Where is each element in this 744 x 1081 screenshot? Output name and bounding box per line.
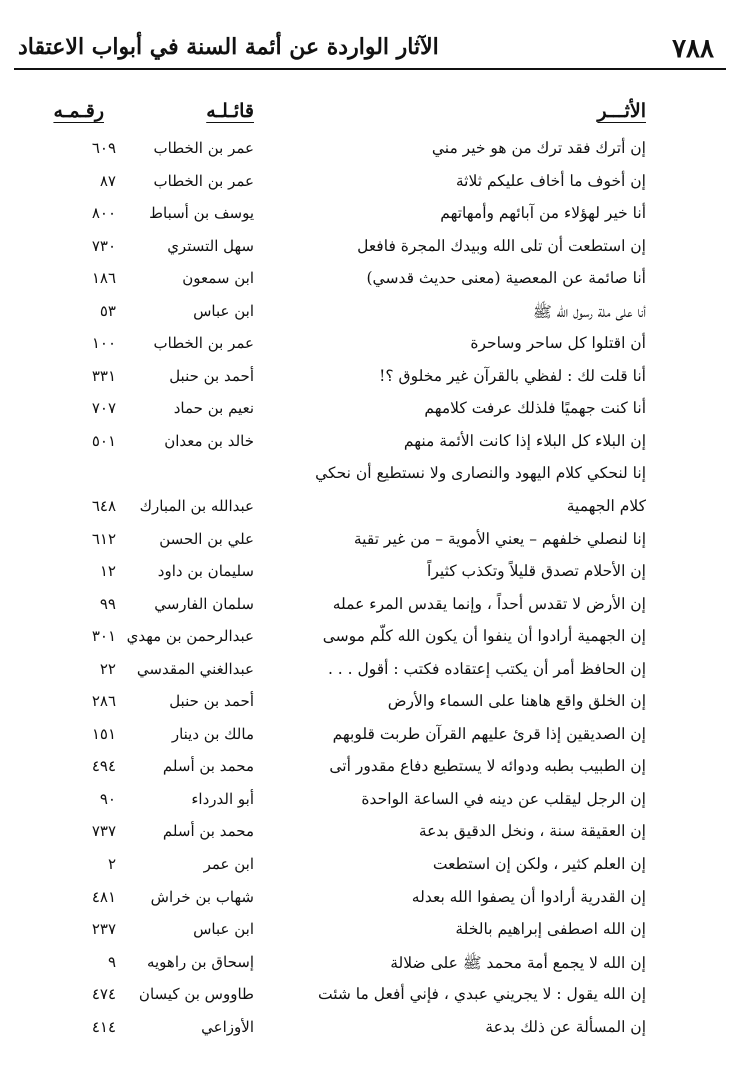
athar-number: ٩٩ [99, 594, 116, 613]
athar-number: ١٢ [99, 562, 116, 581]
athar-text: إن أخوف ما أخاف عليكم ثلاثة [455, 171, 646, 190]
table-row [0, 1015, 744, 1048]
column-header-speaker: قائـلـه [206, 100, 254, 122]
athar-number: ٧٣٧ [91, 822, 116, 841]
athar-number: ٢٨٦ [91, 692, 116, 711]
athar-number: ٣٠١ [91, 627, 116, 646]
athar-text: كلام الجهمية [566, 497, 646, 516]
speaker-name: عبدالرحمن بن مهدي [126, 627, 254, 646]
athar-text: إن العلم كثير ، ولكن إن استطعت [432, 855, 646, 874]
athar-text: أنا قلت لك : لفظي بالقرآن غير مخلوق ؟! [379, 366, 646, 385]
speaker-name: عبدالله بن المبارك [139, 497, 254, 516]
speaker-name: عمر بن الخطاب [153, 171, 254, 190]
athar-number: ١٠٠ [91, 334, 116, 353]
table-row [0, 787, 744, 820]
athar-number: ٦١٢ [91, 529, 116, 548]
athar-text: إن الله يقول : لا يجريني عبدي ، فإني أفعل ما شئت [317, 985, 646, 1004]
table-row [0, 689, 744, 722]
speaker-name: عبدالغني المقدسي [136, 659, 254, 678]
athar-number: ٤٩٤ [91, 757, 116, 776]
running-title: الآثار الواردة عن أئمة السنة في أبواب الاعتقاد [18, 34, 439, 60]
speaker-name: أحمد بن حنبل [169, 366, 254, 385]
table-row [0, 722, 744, 755]
athar-text: أنا صائمة عن المعصية (معنى حديث قدسي) [366, 269, 646, 288]
athar-number: ٣٣١ [91, 366, 116, 385]
speaker-name: مالك بن دينار [171, 724, 254, 743]
athar-number: ٤١٤ [91, 1017, 116, 1036]
speaker-name: سليمان بن داود [157, 562, 254, 581]
speaker-name: سهل التستري [167, 236, 254, 255]
table-row [0, 559, 744, 592]
speaker-name: سلمان الفارسي [154, 594, 254, 613]
athar-number: ١٥١ [91, 724, 116, 743]
table-row [0, 266, 744, 299]
column-header-number: رقـمـه [53, 100, 104, 122]
table-row [0, 852, 744, 885]
athar-number: ١٨٦ [91, 269, 116, 288]
athar-number: ٦٠٩ [91, 139, 116, 157]
header-rule [14, 68, 726, 70]
athar-text: إن الحافظ أمر أن يكتب إعتقاده فكتب : أقول . . . [327, 659, 646, 678]
table-row [0, 364, 744, 397]
athar-number: ٨٧ [99, 171, 116, 190]
table-row [0, 494, 744, 527]
athar-number: ٩ [107, 952, 116, 971]
athar-text: إن الجهمية أرادوا أن ينفوا أن يكون الله كلّم موسى [322, 627, 646, 646]
table-row [0, 982, 744, 1015]
speaker-name: خالد بن معدان [164, 431, 254, 450]
speaker-name: محمد بن أسلم [162, 757, 254, 776]
athar-number: ٥٣ [99, 301, 116, 320]
table-row [0, 299, 744, 332]
table-row [0, 461, 744, 494]
speaker-name: شهاب بن خراش [150, 887, 254, 906]
index-table [0, 136, 744, 1047]
speaker-name: علي بن الحسن [159, 529, 254, 548]
speaker-name: الأوزاعي [201, 1017, 254, 1036]
table-row [0, 819, 744, 852]
athar-number: ٨٠٠ [91, 204, 116, 223]
speaker-name: ابن عباس [193, 301, 254, 320]
page-header [14, 28, 726, 70]
speaker-name: ابن عمر [203, 855, 254, 874]
athar-text: أن اقتلوا كل ساحر وساحرة [470, 334, 646, 353]
athar-text: أنا خير لهؤلاء من آبائهم وأمهاتهم [440, 204, 646, 223]
athar-text: إن القدرية أرادوا أن يصفوا الله بعدله [411, 887, 646, 906]
athar-text: إن البلاء كل البلاء إذا كانت الأئمة منهم [403, 431, 646, 450]
table-row [0, 527, 744, 560]
table-row [0, 331, 744, 364]
speaker-name: عمر بن الخطاب [153, 139, 254, 157]
athar-number: ٢ [107, 855, 116, 874]
table-row [0, 754, 744, 787]
athar-text: إن الله اصطفى إبراهيم بالخلة [455, 920, 646, 939]
athar-text: إن أترك فقد ترك من هو خير مني [431, 139, 646, 157]
speaker-name: طاووس بن كيسان [138, 985, 254, 1004]
athar-text: إن الأرض لا تقدس أحداً ، وإنما يقدس المرء عمله [332, 594, 646, 613]
table-row [0, 657, 744, 690]
table-row [0, 234, 744, 267]
speaker-name: ابن عباس [193, 920, 254, 939]
speaker-name: أحمد بن حنبل [169, 692, 254, 711]
table-row [0, 396, 744, 429]
speaker-name: ابن سمعون [182, 269, 254, 288]
athar-text: إن الرجل ليقلب عن دينه في الساعة الواحدة [361, 789, 646, 808]
athar-number: ٩٠ [99, 789, 116, 808]
athar-text: إن الله لا يجمع أمة محمد ﷺ على ضلالة [390, 953, 646, 972]
athar-number: ٤٨١ [91, 887, 116, 906]
speaker-name: إسحاق بن راهويه [146, 952, 254, 971]
athar-text: إن الخلق واقع هاهنا على السماء والأرض [387, 692, 646, 711]
athar-text: إن العقيقة سنة ، ونخل الدقيق بدعة [418, 822, 646, 841]
speaker-name: نعيم بن حماد [173, 399, 254, 418]
athar-number: ٥٠١ [91, 431, 116, 450]
table-row [0, 169, 744, 202]
athar-number: ٧٠٧ [91, 399, 116, 418]
speaker-name: عمر بن الخطاب [153, 334, 254, 353]
athar-text: إنا لنصلي خلفهم – يعني الأموية – من غير تقية [353, 529, 646, 548]
athar-text: إن الصديقين إذا قرئ عليهم القرآن طربت قلوبهم [332, 724, 646, 743]
speaker-name: يوسف بن أسباط [149, 204, 254, 223]
athar-text: أنا كنت جهميًا فلذلك عرفت كلامهم [424, 399, 646, 418]
athar-text: إن الأحلام تصدق قليلاً وتكذب كثيراً [427, 562, 646, 581]
table-row [0, 624, 744, 657]
column-header-text: الأثـــر [597, 100, 646, 122]
athar-number: ٤٧٤ [91, 985, 116, 1004]
table-row [0, 917, 744, 950]
athar-number: ٢٢ [99, 659, 116, 678]
athar-text: إن المسألة عن ذلك بدعة [485, 1017, 646, 1036]
athar-text: أنا على ملة رسول الله ﷺ [533, 302, 646, 321]
speaker-name: أبو الدرداء [191, 789, 254, 808]
table-row [0, 950, 744, 983]
athar-number: ٢٣٧ [91, 920, 116, 939]
table-row [0, 885, 744, 918]
table-row [0, 592, 744, 625]
table-row [0, 201, 744, 234]
athar-text: إن الطبيب بطبه ودوائه لا يستطيع دفاع مقدور أتى [329, 757, 646, 776]
table-row [0, 429, 744, 462]
athar-number: ٦٤٨ [91, 497, 116, 516]
table-row [0, 136, 744, 169]
athar-text: إن استطعت أن تلى الله وبيدك المجرة فافعل [357, 236, 646, 255]
speaker-name: محمد بن أسلم [162, 822, 254, 841]
page-number: ٧٨٨ [672, 34, 714, 64]
athar-text: إنا لنحكي كلام اليهود والنصارى ولا نستطيع أن نحكي [315, 464, 646, 483]
athar-number: ٧٣٠ [91, 236, 116, 255]
